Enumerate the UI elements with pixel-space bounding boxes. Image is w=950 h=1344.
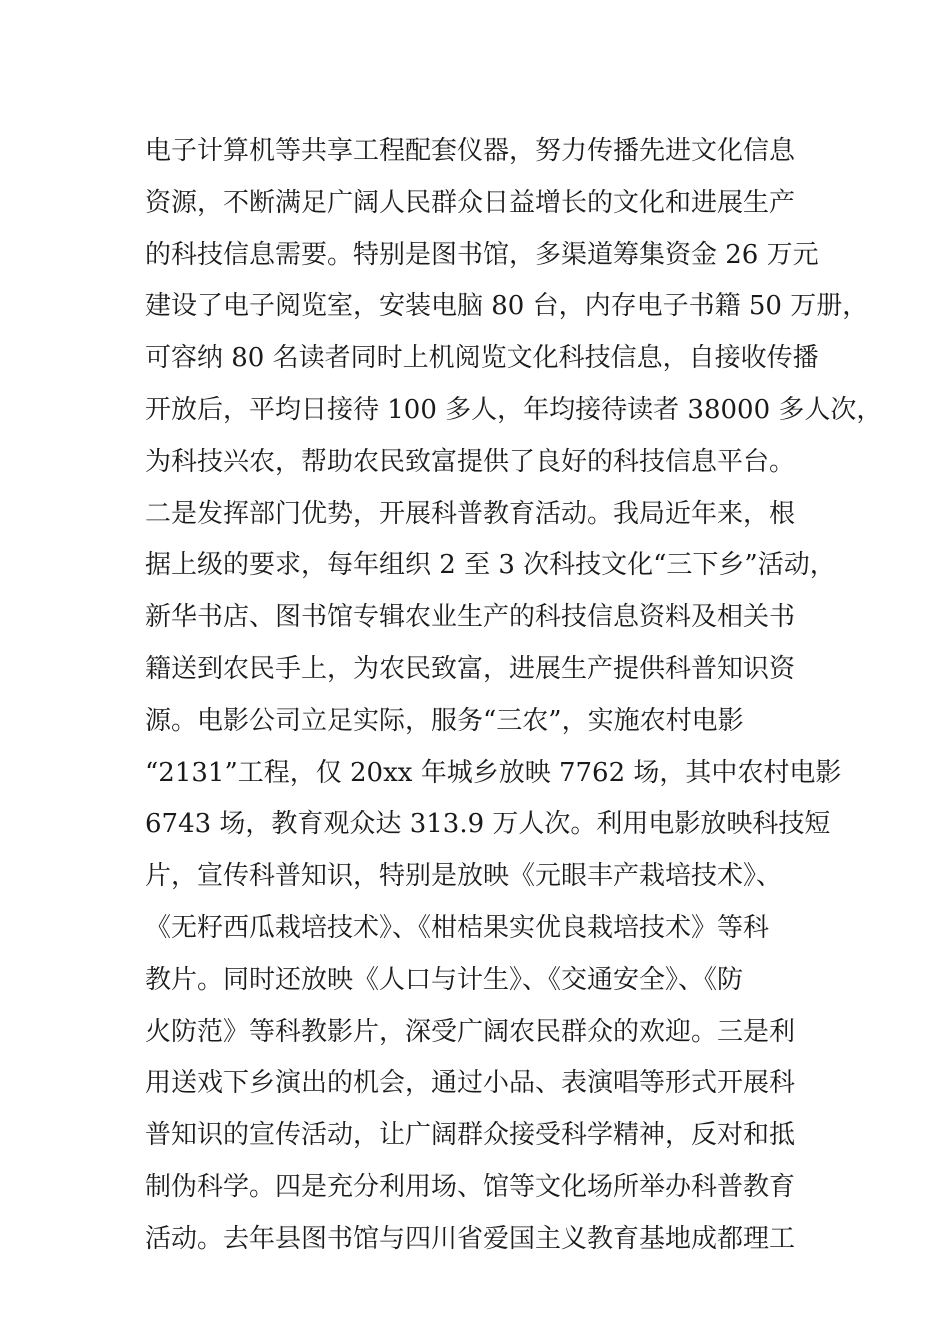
text-line: 二是发挥部门优势，开展科普教育活动。我局近年来，根 — [145, 498, 796, 529]
body-text — [145, 126, 883, 1266]
text-line: 开放后，平均日接待 100 多人，年均接待读者 38000 多人次， — [145, 394, 883, 425]
text-line: 源。电影公司立足实际，服务“三农”，实施农村电影 — [145, 705, 744, 736]
text-line: 据上级的要求，每年组织 2 至 3 次科技文化“三下乡”活动， — [145, 550, 836, 581]
text-line: 建设了电子阅览室，安装电脑 80 台，内存电子书籍 50 万册， — [145, 291, 869, 322]
text-line: 的科技信息需要。特别是图书馆，多渠道筹集资金 26 万元 — [145, 239, 819, 270]
text-line: 资源，不断满足广阔人民群众日益增长的文化和进展生产 — [145, 187, 796, 218]
text-line: 籍送到农民手上，为农民致富，进展生产提供科普知识资 — [145, 653, 796, 684]
text-line: 6743 场，教育观众达 313.9 万人次。利用电影放映科技短 — [145, 809, 831, 840]
text-line: 火防范》等科教影片，深受广阔农民群众的欢迎。三是利 — [145, 1016, 796, 1047]
text-line: 片，宣传科普知识，特别是放映《元眼丰产栽培技术》、 — [145, 861, 783, 892]
text-line: 制伪科学。四是充分利用场、馆等文化场所举办科普教育 — [145, 1171, 796, 1202]
text-line: 为科技兴农，帮助农民致富提供了良好的科技信息平台。 — [145, 446, 796, 477]
text-line: 电子计算机等共享工程配套仪器，努力传播先进文化信息 — [145, 136, 796, 166]
text-line: 活动。去年县图书馆与四川省爱国主义教育基地成都理工 — [145, 1223, 796, 1254]
text-line: 用送戏下乡演出的机会，通过小品、表演唱等形式开展科 — [145, 1068, 796, 1099]
text-line: “2131”工程，仅 20xx 年城乡放映 7762 场，其中农村电影 — [145, 757, 842, 788]
text-line: 《无籽西瓜栽培技术》、《柑桔果实优良栽培技术》等科 — [145, 912, 770, 943]
text-line: 教片。同时还放映《人口与计生》、《交通安全》、《防 — [145, 964, 744, 995]
text-line: 新华书店、图书馆专辑农业生产的科技信息资料及相关书 — [145, 602, 796, 633]
text-line: 普知识的宣传活动，让广阔群众接受科学精神，反对和抵 — [145, 1120, 796, 1151]
text-line: 可容纳 80 名读者同时上机阅览文化科技信息，自接收传播 — [145, 343, 819, 374]
